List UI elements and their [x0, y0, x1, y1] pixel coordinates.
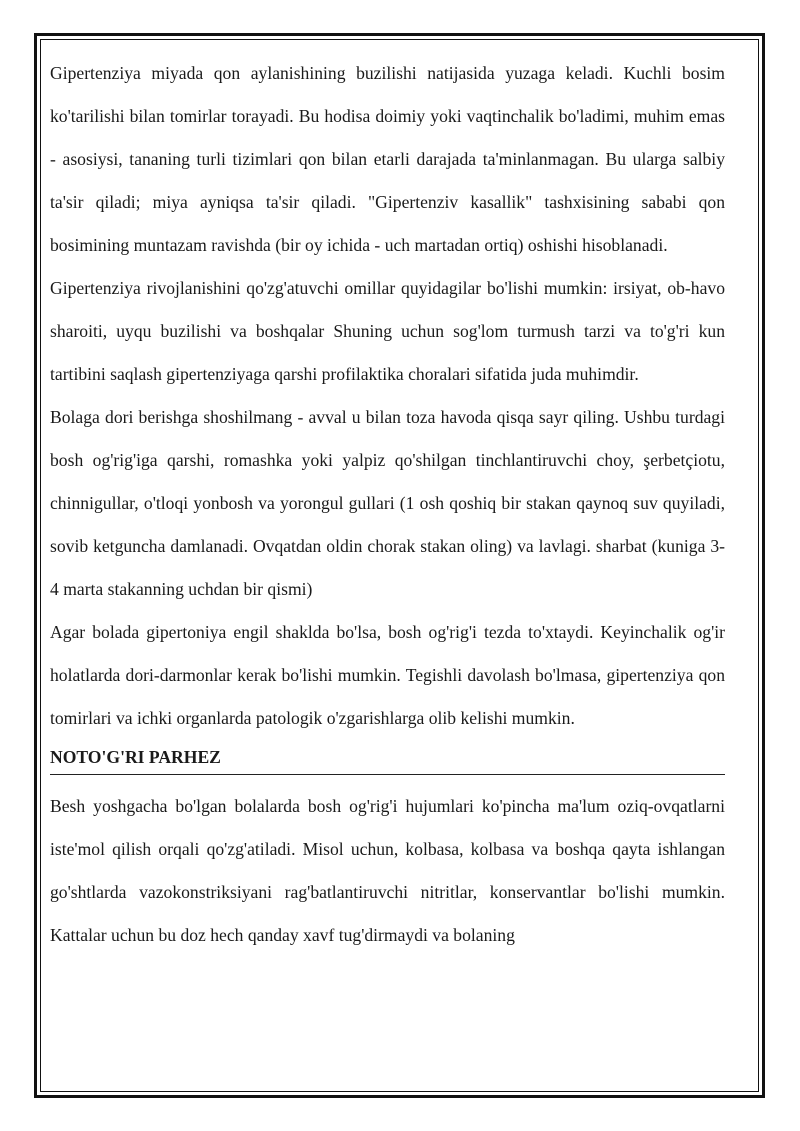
- page-border: [34, 33, 765, 1098]
- document-body: [50, 52, 725, 957]
- paragraph-treatment: Agar bolada gipertoniya engil shaklda bo'lsa, bosh og'rig'i tezda to'xtaydi. Keyinchalik og'ir holatlarda dori-darmonlar kerak bo'lishi mumkin. Tegishli davolash bo'lmasa, gipertenziya qon tomirlari va ichki organlarda patologik o'zgarishlarga olib kelishi mumkin.: [50, 622, 725, 728]
- paragraph-diet: Besh yoshgacha bo'lgan bolalarda bosh og'rig'i hujumlari ko'pincha ma'lum oziq-ovqatlarni iste'mol qilish orqali qo'zg'atiladi. Misol uchun, kolbasa, kolbasa va boshqa qayta ishlangan go'shtlarda vazokonstriksiyani rag'batlantiruvchi nitritlar, konservantlar bo'lishi mumkin. Kattalar uchun bu doz hech qanday xavf tug'dirmaydi va bolaning: [50, 796, 725, 945]
- paragraph-home-remedies: Bolaga dori berishga shoshilmang - avval u bilan toza havoda qisqa sayr qiling. Ushbu turdagi bosh og'rig'iga qarshi, romashka yoki yalpiz qo'shilgan tinchlantiruvchi choy, şerbetçiotu, chinnigullar, o'tloqi yonbosh va yorongul gullari (1 osh qoshiq bir stakan qaynoq suv quyiladi, sovib ketguncha damlanadi. Ovqatdan oldin chorak stakan oling) va lavlagi. sharbat (kuniga 3-4 marta stakanning uchdan bir qismi): [50, 407, 725, 599]
- paragraph-hypertension-cause: Gipertenziya miyada qon aylanishining buzilishi natijasida yuzaga keladi. Kuchli bosim ko'tarilishi bilan tomirlar torayadi. Bu hodisa doimiy yoki vaqtinchalik bo'ladimi, muhim emas - asosiysi, tananing turli tizimlari qon bilan etarli darajada ta'minlanmagan. Bu ularga salbiy ta'sir qiladi; miya ayniqsa ta'sir qiladi. "Gipertenziv kasallik" tashxisining sababi qon bosimining muntazam ravishda (bir oy ichida - uch martadan ortiq) oshishi hisoblanadi.: [50, 63, 725, 255]
- section-heading: NOTO'G'RI PARHEZ: [50, 740, 725, 775]
- paragraph-hypertension-factors: Gipertenziya rivojlanishini qo'zg'atuvchi omillar quyidagilar bo'lishi mumkin: irsiyat, ob-havo sharoiti, uyqu buzilishi va boshqalar Shuning uchun sog'lom turmush tarzi va to'g'ri kun tartibini saqlash gipertenziyaga qarshi profilaktika choralari sifatida juda muhimdir.: [50, 278, 725, 384]
- page-border-inner: [40, 39, 759, 1092]
